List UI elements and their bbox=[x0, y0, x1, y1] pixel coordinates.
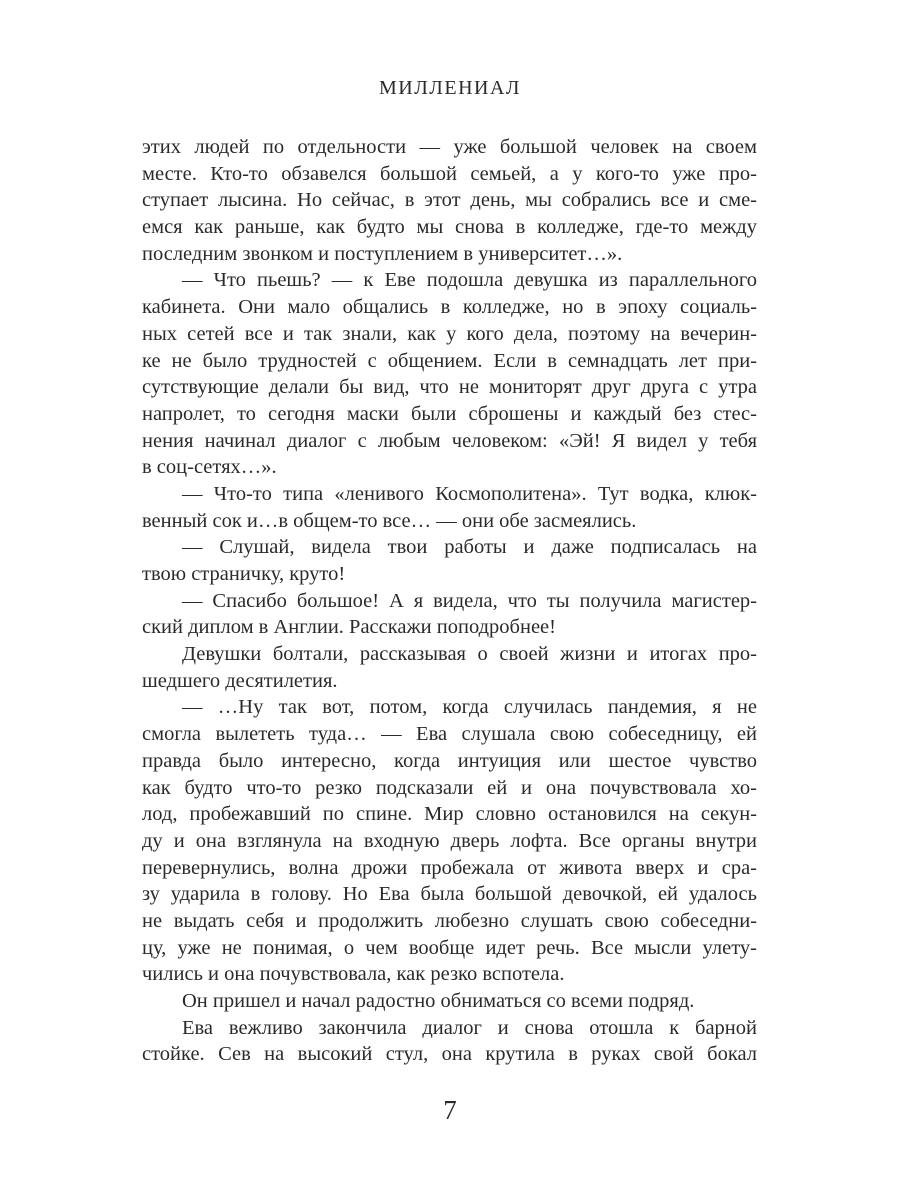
text-line: емся как раньше, как будто мы снова в колледже, где-то между bbox=[142, 216, 757, 239]
text-line: ду и она взглянула на входную дверь лофта. Все органы внутри bbox=[142, 829, 757, 852]
text-line: не выдать себя и продолжить любезно слушать свою собеседни- bbox=[142, 909, 757, 932]
text-line: смогла вылететь туда… — Ева слушала свою собеседницу, ей bbox=[142, 723, 757, 746]
text-line: цу, уже не понимая, о чем вообще идет речь. Все мысли улету- bbox=[142, 936, 757, 959]
text-line: твою страничку, круто! bbox=[142, 563, 346, 585]
paragraph bbox=[142, 481, 757, 534]
text-line: Он пришел и начал радостно обниматься со всеми подряд. bbox=[182, 990, 695, 1012]
page-number: 7 bbox=[443, 1095, 457, 1125]
text-line: стойке. Сев на высокий стул, она крутила в руках свой бокал bbox=[142, 1043, 757, 1066]
text-line: — Спасибо большое! А я видела, что ты получила магистер- bbox=[182, 589, 757, 612]
paragraph bbox=[142, 1015, 757, 1068]
paragraph bbox=[142, 588, 757, 641]
text-line: перевернулись, волна дрожи пробежала от живота вверх и сра- bbox=[142, 856, 757, 879]
text-line: Ева вежливо закончила диалог и снова отошла к барной bbox=[182, 1016, 757, 1039]
running-head: МИЛЛЕНИАЛ bbox=[379, 77, 521, 99]
text-line: нения начинал диалог с любым человеком: «Эй! Я видел у тебя bbox=[142, 429, 757, 452]
paragraph bbox=[142, 134, 757, 267]
text-line: ке не было трудностей с общением. Если в семнадцать лет при- bbox=[142, 349, 757, 372]
paragraph bbox=[142, 641, 757, 694]
text-line: Девушки болтали, рассказывая о своей жизни и итогах про- bbox=[182, 643, 757, 666]
text-line: напролет, то сегодня маски были сброшены и каждый без стес- bbox=[142, 402, 757, 425]
paragraph bbox=[142, 694, 757, 988]
text-line: ступает лысина. Но сейчас, в этот день, мы собрались все и сме- bbox=[142, 189, 757, 212]
text-line: чились и она почувствовала, как резко вспотела. bbox=[142, 963, 565, 986]
text-line: — Что-то типа «ленивого Космополитена». Тут водка, клюк- bbox=[182, 482, 757, 505]
text-line: ский диплом в Англии. Расскажи поподробнее! bbox=[142, 616, 556, 639]
paragraph bbox=[142, 534, 757, 587]
text-line: — …Ну так вот, потом, когда случилась пандемия, я не bbox=[182, 696, 757, 719]
text-line: в соц-сетях…». bbox=[142, 456, 277, 479]
text-line: месте. Кто-то обзавелся большой семьей, а у кого-то уже про- bbox=[142, 162, 757, 185]
body-text bbox=[142, 134, 757, 1068]
text-line: — Слушай, видела твои работы и даже подписалась на bbox=[182, 536, 757, 559]
paragraph bbox=[142, 267, 757, 481]
text-line: ных сетей все и так знали, как у кого дела, поэтому на вечерин- bbox=[142, 322, 757, 345]
text-line: зу ударила в голову. Но Ева была большой девочкой, ей удалось bbox=[142, 883, 757, 906]
text-line: венный сок и…в общем-то все… — они обе засмеялись. bbox=[142, 509, 637, 532]
text-line: шедшего десятилетия. bbox=[142, 669, 338, 692]
text-line: лод, пробежавший по спине. Мир словно остановился на секун- bbox=[142, 803, 757, 826]
text-line: правда было интересно, когда интуиция или шестое чувство bbox=[142, 749, 757, 772]
paragraph bbox=[142, 988, 757, 1015]
text-line: кабинета. Они мало общались в колледже, но в эпоху социаль- bbox=[142, 296, 757, 319]
text-line: последним звонком и поступлением в университет…». bbox=[142, 242, 623, 265]
text-line: — Что пьешь? — к Еве подошла девушка из параллельного bbox=[182, 269, 757, 292]
text-line: сутствующие делали бы вид, что не мониторят друг друга с утра bbox=[142, 376, 757, 399]
text-line: как будто что-то резко подсказали ей и она почувствовала хо- bbox=[142, 776, 757, 799]
text-line: этих людей по отдельности — уже большой человек на своем bbox=[142, 136, 757, 158]
